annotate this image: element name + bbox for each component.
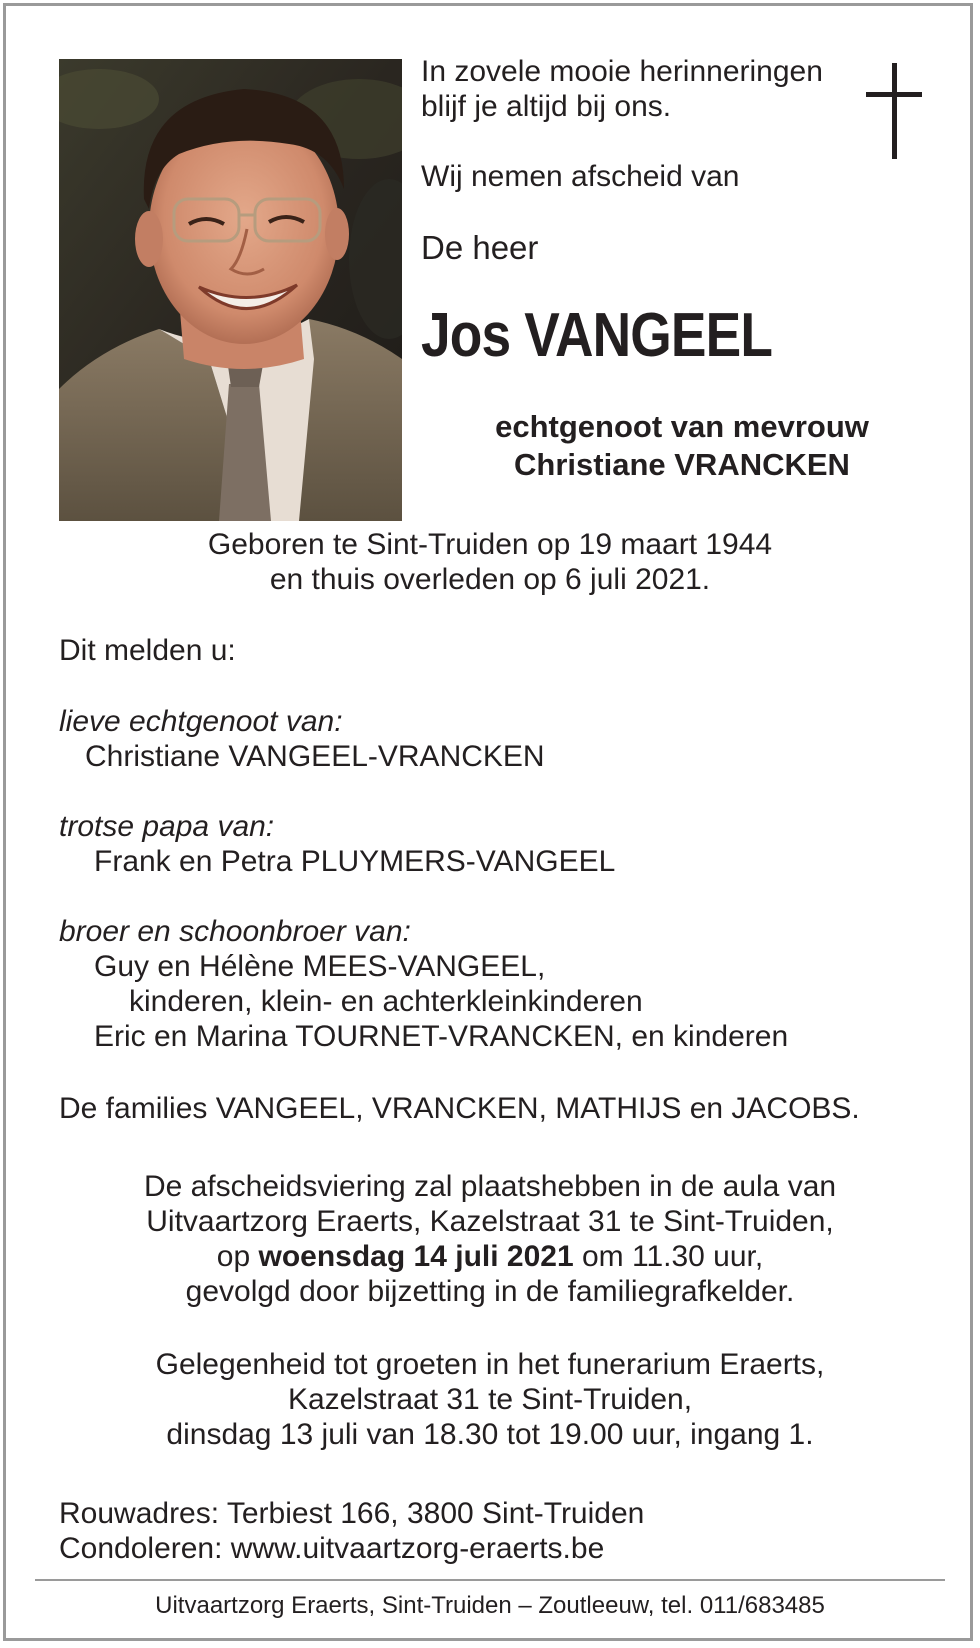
ceremony-time: om 11.30 uur, bbox=[573, 1240, 764, 1273]
families-line: De families VANGEEL, VRANCKEN, MATHIJS en JACOBS. bbox=[59, 1092, 860, 1125]
portrait-photo bbox=[59, 59, 402, 521]
cross-icon bbox=[866, 63, 922, 159]
relation-role-spouse: lieve echtgenoot van: bbox=[59, 705, 343, 738]
footer-divider bbox=[35, 1579, 945, 1581]
relation-name: Christiane VANGEEL-VRANCKEN bbox=[85, 740, 545, 773]
ceremony-line-1: De afscheidsviering zal plaatshebben in de aula van bbox=[143, 1170, 837, 1203]
relation-name: Eric en Marina TOURNET-VRANCKEN, en kinderen bbox=[94, 1020, 789, 1053]
relation-role-siblings: broer en schoonbroer van: bbox=[59, 915, 411, 948]
visit-line-1: Gelegenheid tot groeten in het funerarium Eraerts, bbox=[155, 1348, 825, 1381]
spouse-line-2: Christiane VRANCKEN bbox=[514, 447, 850, 482]
announce-heading: Dit melden u: bbox=[59, 634, 236, 667]
funeral-home-footer: Uitvaartzorg Eraerts, Sint-Truiden – Zoutleeuw, tel. 011/683485 bbox=[155, 1592, 825, 1619]
relation-role-children: trotse papa van: bbox=[59, 810, 275, 843]
mourning-address: Rouwadres: Terbiest 166, 3800 Sint-Truiden bbox=[59, 1497, 645, 1530]
death-line: en thuis overleden op 6 juli 2021. bbox=[269, 563, 711, 596]
birth-line: Geboren te Sint-Truiden op 19 maart 1944 bbox=[207, 528, 773, 561]
ceremony-date: woensdag 14 juli 2021 bbox=[258, 1240, 574, 1273]
visit-line-2: Kazelstraat 31 te Sint-Truiden, bbox=[287, 1383, 693, 1416]
ceremony-prefix: op bbox=[216, 1240, 259, 1273]
ceremony-line-4: gevolgd door bijzetting in de familiegrafkelder. bbox=[185, 1275, 795, 1308]
quote-line-2: blijf je altijd bij ons. bbox=[421, 90, 672, 123]
ceremony-line-3 bbox=[0, 1239, 980, 1274]
relation-name: Frank en Petra PLUYMERS-VANGEEL bbox=[94, 845, 616, 878]
relation-name: kinderen, klein- en achterkleinkinderen bbox=[129, 985, 643, 1018]
salutation: De heer bbox=[421, 229, 539, 266]
quote-line-1: In zovele mooie herinneringen bbox=[421, 55, 823, 88]
relation-name: Guy en Hélène MEES-VANGEEL, bbox=[94, 950, 546, 983]
ceremony-line-2: Uitvaartzorg Eraerts, Kazelstraat 31 te Sint-Truiden, bbox=[146, 1205, 834, 1238]
deceased-name: Jos VANGEEL bbox=[421, 301, 773, 370]
visit-line-3: dinsdag 13 juli van 18.30 tot 19.00 uur, ingang 1. bbox=[166, 1418, 814, 1451]
spouse-line-1: echtgenoot van mevrouw bbox=[495, 409, 869, 444]
farewell-intro: Wij nemen afscheid van bbox=[421, 160, 740, 193]
condolence-link[interactable]: Condoleren: www.uitvaartzorg-eraerts.be bbox=[59, 1532, 605, 1565]
